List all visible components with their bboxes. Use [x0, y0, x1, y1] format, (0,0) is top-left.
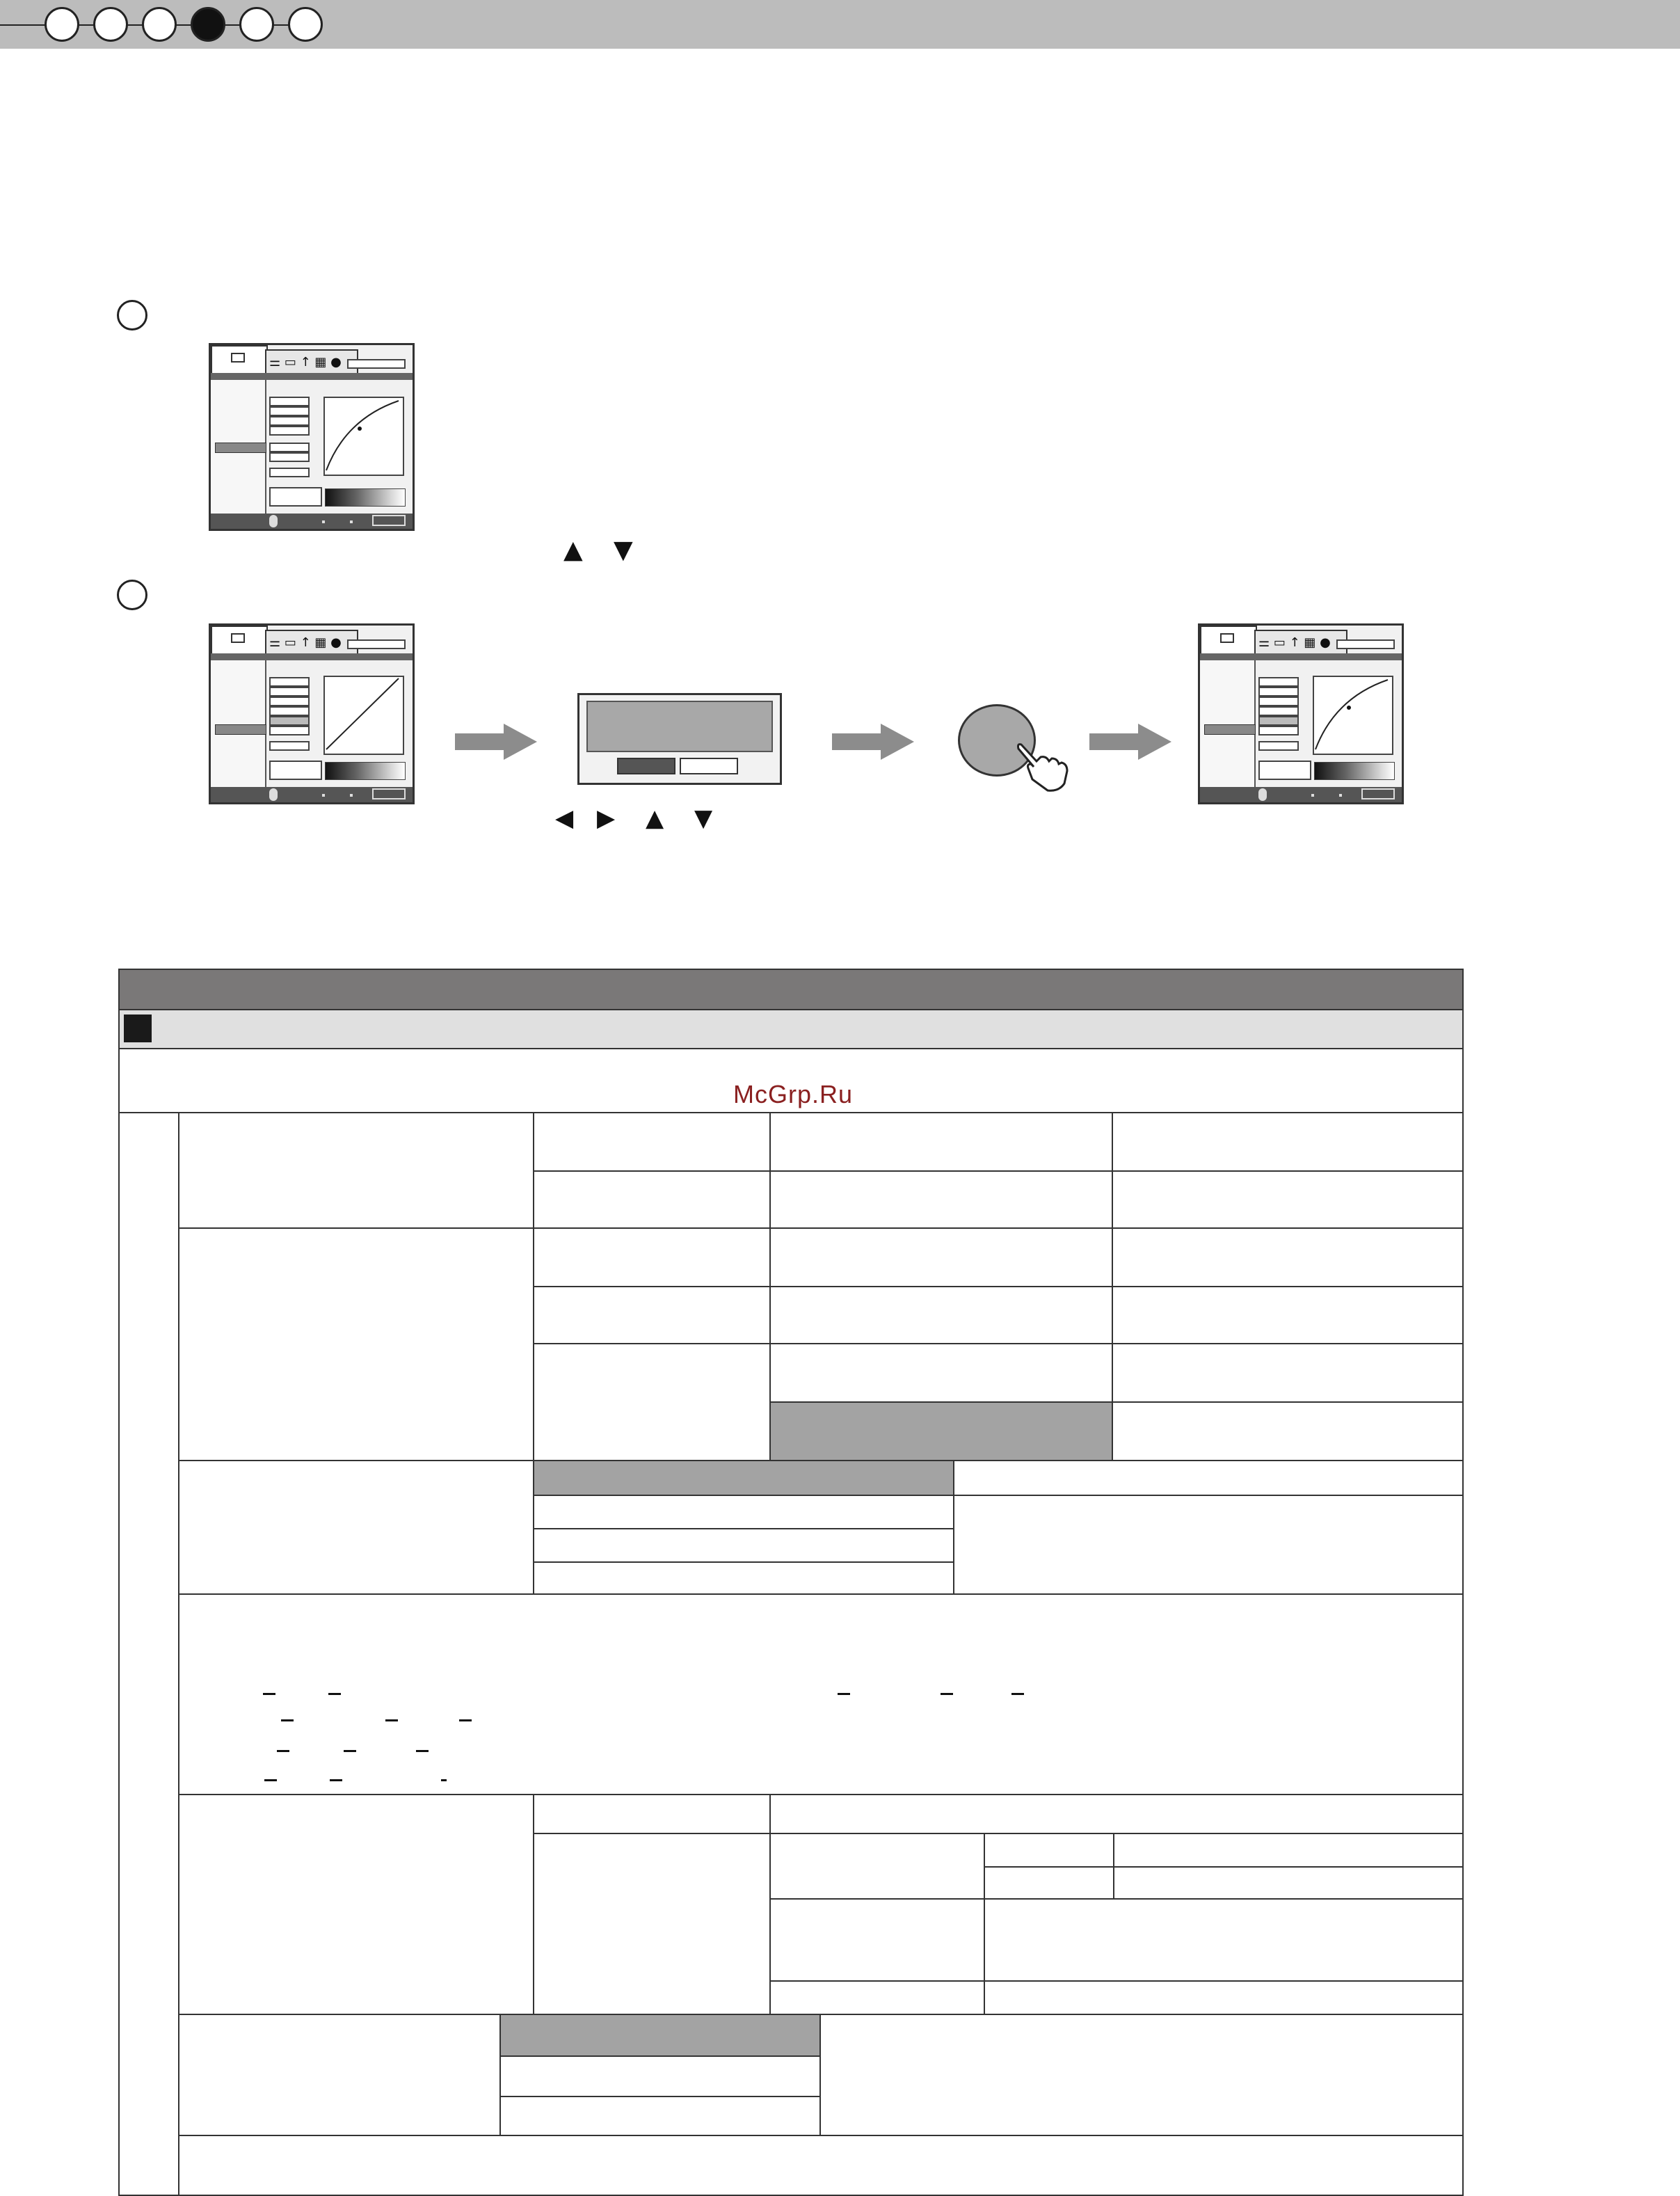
table-cell	[1113, 1833, 1464, 1868]
table-cell	[769, 1112, 1113, 1172]
svg-text:⚌ ▭ ↑ ▦ ●: ⚌ ▭ ↑ ▦ ●	[1258, 635, 1331, 650]
note-underline	[330, 1779, 342, 1781]
footer-button	[1361, 788, 1395, 799]
flow-arrow-icon	[1089, 721, 1173, 763]
table-cell	[533, 1343, 771, 1461]
osd-left-panel	[211, 380, 266, 514]
note-underline	[281, 1719, 294, 1721]
table-cell	[1112, 1401, 1464, 1461]
osd-menu-item	[1258, 726, 1299, 735]
osd-footer	[211, 514, 413, 529]
osd-value-box	[269, 761, 322, 780]
table-cell	[533, 1561, 954, 1595]
table-cell	[1112, 1112, 1464, 1172]
grayscale-bar	[325, 488, 406, 507]
table-cell	[984, 1866, 1114, 1900]
step-6-icon	[288, 7, 323, 42]
table-cell	[178, 1112, 534, 1229]
footer-dot	[1339, 794, 1342, 797]
note-underline	[838, 1693, 850, 1695]
note-underline	[328, 1693, 341, 1695]
osd-menu-item	[269, 706, 310, 716]
osd-menu-item	[269, 426, 310, 436]
osd-left-panel	[1200, 660, 1256, 787]
osd-value-box	[269, 487, 322, 507]
footer-dot	[350, 520, 353, 523]
table-cell	[1113, 1866, 1464, 1900]
step-marker-1	[117, 300, 147, 331]
table-cell	[953, 1495, 1464, 1595]
note-underline	[416, 1750, 429, 1752]
dialog-no-button[interactable]	[680, 758, 738, 774]
osd-top-box	[347, 359, 406, 369]
table-cell	[769, 1227, 1113, 1287]
table-title-bar	[118, 969, 1464, 1010]
remote-icon	[269, 788, 278, 801]
table-cell	[984, 1980, 1464, 2015]
table-cell	[1112, 1170, 1464, 1229]
osd-menu-item	[269, 406, 310, 416]
table-cell	[533, 1227, 771, 1287]
note-underline	[941, 1693, 953, 1695]
osd-menu-item-selected	[1258, 716, 1299, 726]
table-cell	[499, 2096, 821, 2136]
flow-arrow-icon	[832, 721, 915, 763]
osd-selected-item	[215, 443, 266, 453]
osd-menu-item	[1258, 706, 1299, 716]
note-underline	[344, 1750, 356, 1752]
table-cell	[1112, 1286, 1464, 1344]
osd-menu-item	[269, 687, 310, 697]
table-cell	[769, 1343, 1113, 1403]
osd-screen-gamma-result	[1198, 623, 1404, 804]
gamma-curve-graph	[1313, 676, 1393, 755]
osd-screen-gamma-curve	[209, 343, 415, 531]
down-arrow-icon: ▼	[694, 804, 713, 832]
gamma-curve-graph	[323, 397, 404, 476]
osd-menu-item	[269, 726, 310, 735]
osd-menu-item	[1258, 741, 1299, 751]
step-4-active-icon	[191, 7, 225, 42]
table-cell	[769, 1794, 1464, 1834]
osd-top-box	[347, 639, 406, 649]
osd-menu-item	[269, 468, 310, 477]
table-cell	[984, 1898, 1464, 1982]
step-2-icon	[93, 7, 128, 42]
note-underline	[459, 1719, 472, 1721]
osd-top-box	[1336, 639, 1395, 649]
table-cell	[533, 1112, 771, 1172]
svg-text:⚌ ▭ ↑ ▦ ●: ⚌ ▭ ↑ ▦ ●	[269, 635, 342, 650]
osd-menu-item-selected	[269, 716, 310, 726]
menu-tab-icons	[265, 630, 358, 656]
step-1-icon	[45, 7, 79, 42]
picture-tab-icon	[1200, 626, 1257, 656]
remote-icon	[1258, 788, 1267, 801]
footer-button	[372, 515, 406, 526]
table-cell	[178, 1460, 534, 1595]
remote-icon	[269, 515, 278, 527]
table-cell	[533, 1495, 954, 1529]
table-cell	[769, 1980, 985, 2015]
grayscale-bar	[325, 762, 406, 780]
osd-menu-item	[1258, 687, 1299, 697]
reset-confirm-dialog	[577, 693, 782, 785]
osd-selected-item	[1204, 724, 1256, 735]
table-cell	[769, 1833, 985, 1900]
osd-menu-item	[269, 741, 310, 751]
table-cell	[1112, 1227, 1464, 1287]
osd-selected-item	[215, 724, 266, 735]
table-cell	[178, 1794, 534, 2015]
osd-footer	[1200, 787, 1402, 802]
note-underline	[263, 1693, 275, 1695]
table-cell	[769, 1898, 985, 1982]
up-arrow-icon: ▲	[646, 804, 664, 832]
footer-dot	[322, 794, 325, 797]
watermark: McGrp.Ru	[733, 1080, 854, 1108]
step-5-icon	[239, 7, 274, 42]
note-underline	[277, 1750, 289, 1752]
table-cell	[533, 1833, 771, 2015]
osd-screen-gamma-linear	[209, 623, 415, 804]
footer-dot	[322, 520, 325, 523]
note-underline	[264, 1779, 277, 1781]
flow-arrow-icon	[455, 721, 538, 763]
osd-menu-item	[269, 452, 310, 462]
osd-menu-item	[1258, 697, 1299, 706]
table-cell	[533, 1170, 771, 1229]
osd-menu-item	[1258, 677, 1299, 687]
osd-menu-item	[269, 697, 310, 706]
gamma-linear-graph	[323, 676, 404, 755]
table-cell	[178, 2014, 501, 2136]
down-arrow-icon: ▼	[614, 536, 633, 564]
osd-menu-item	[269, 416, 310, 426]
table-cell	[178, 1227, 534, 1461]
note-underline	[385, 1719, 398, 1721]
table-cell-shaded	[533, 1460, 954, 1496]
menu-tab-icons	[1254, 630, 1347, 656]
osd-left-panel	[211, 660, 266, 787]
note-underline	[1011, 1693, 1024, 1695]
osd-header	[1200, 653, 1402, 660]
osd-menu-item	[269, 677, 310, 687]
table-notes-cell	[178, 1593, 1464, 1795]
picture-tab-icon	[211, 345, 268, 376]
table-cell	[533, 1794, 771, 1834]
osd-header	[211, 653, 413, 660]
picture-tab-icon	[211, 626, 268, 656]
table-cell	[178, 2135, 1464, 2196]
right-arrow-icon: ▶	[597, 804, 616, 832]
osd-menu-item	[269, 397, 310, 406]
osd-value-box	[1258, 761, 1311, 780]
up-arrow-icon: ▲	[563, 536, 583, 564]
osd-header	[211, 373, 413, 380]
osd-footer	[211, 787, 413, 802]
table-cell	[819, 2014, 1464, 2136]
dialog-message-area	[586, 701, 773, 752]
table-cell	[769, 1286, 1113, 1344]
table-cell-shaded	[499, 2014, 821, 2057]
grayscale-bar	[1314, 762, 1395, 780]
table-cell-shaded	[769, 1401, 1113, 1461]
left-arrow-icon: ◀	[555, 804, 574, 832]
footer-dot	[350, 794, 353, 797]
table-cell	[533, 1286, 771, 1344]
table-cell	[533, 1528, 954, 1563]
svg-text:⚌ ▭ ↑ ▦ ●: ⚌ ▭ ↑ ▦ ●	[269, 355, 342, 369]
table-cell	[769, 1170, 1113, 1229]
pressing-hand-icon	[1016, 738, 1071, 793]
note-underline	[441, 1779, 447, 1781]
section-marker-icon	[124, 1015, 152, 1042]
osd-menu-item	[269, 443, 310, 452]
footer-button	[372, 788, 406, 799]
menu-tab-icons	[265, 349, 358, 376]
step-marker-2	[117, 580, 147, 610]
table-cell	[1112, 1343, 1464, 1403]
table-cell	[953, 1460, 1464, 1496]
table-left-column	[118, 1112, 179, 2196]
dialog-yes-button[interactable]	[617, 758, 675, 774]
table-cell	[499, 2055, 821, 2097]
step-3-icon	[142, 7, 177, 42]
table-cell	[984, 1833, 1114, 1868]
table-section-bar	[118, 1009, 1464, 1049]
footer-dot	[1311, 794, 1314, 797]
